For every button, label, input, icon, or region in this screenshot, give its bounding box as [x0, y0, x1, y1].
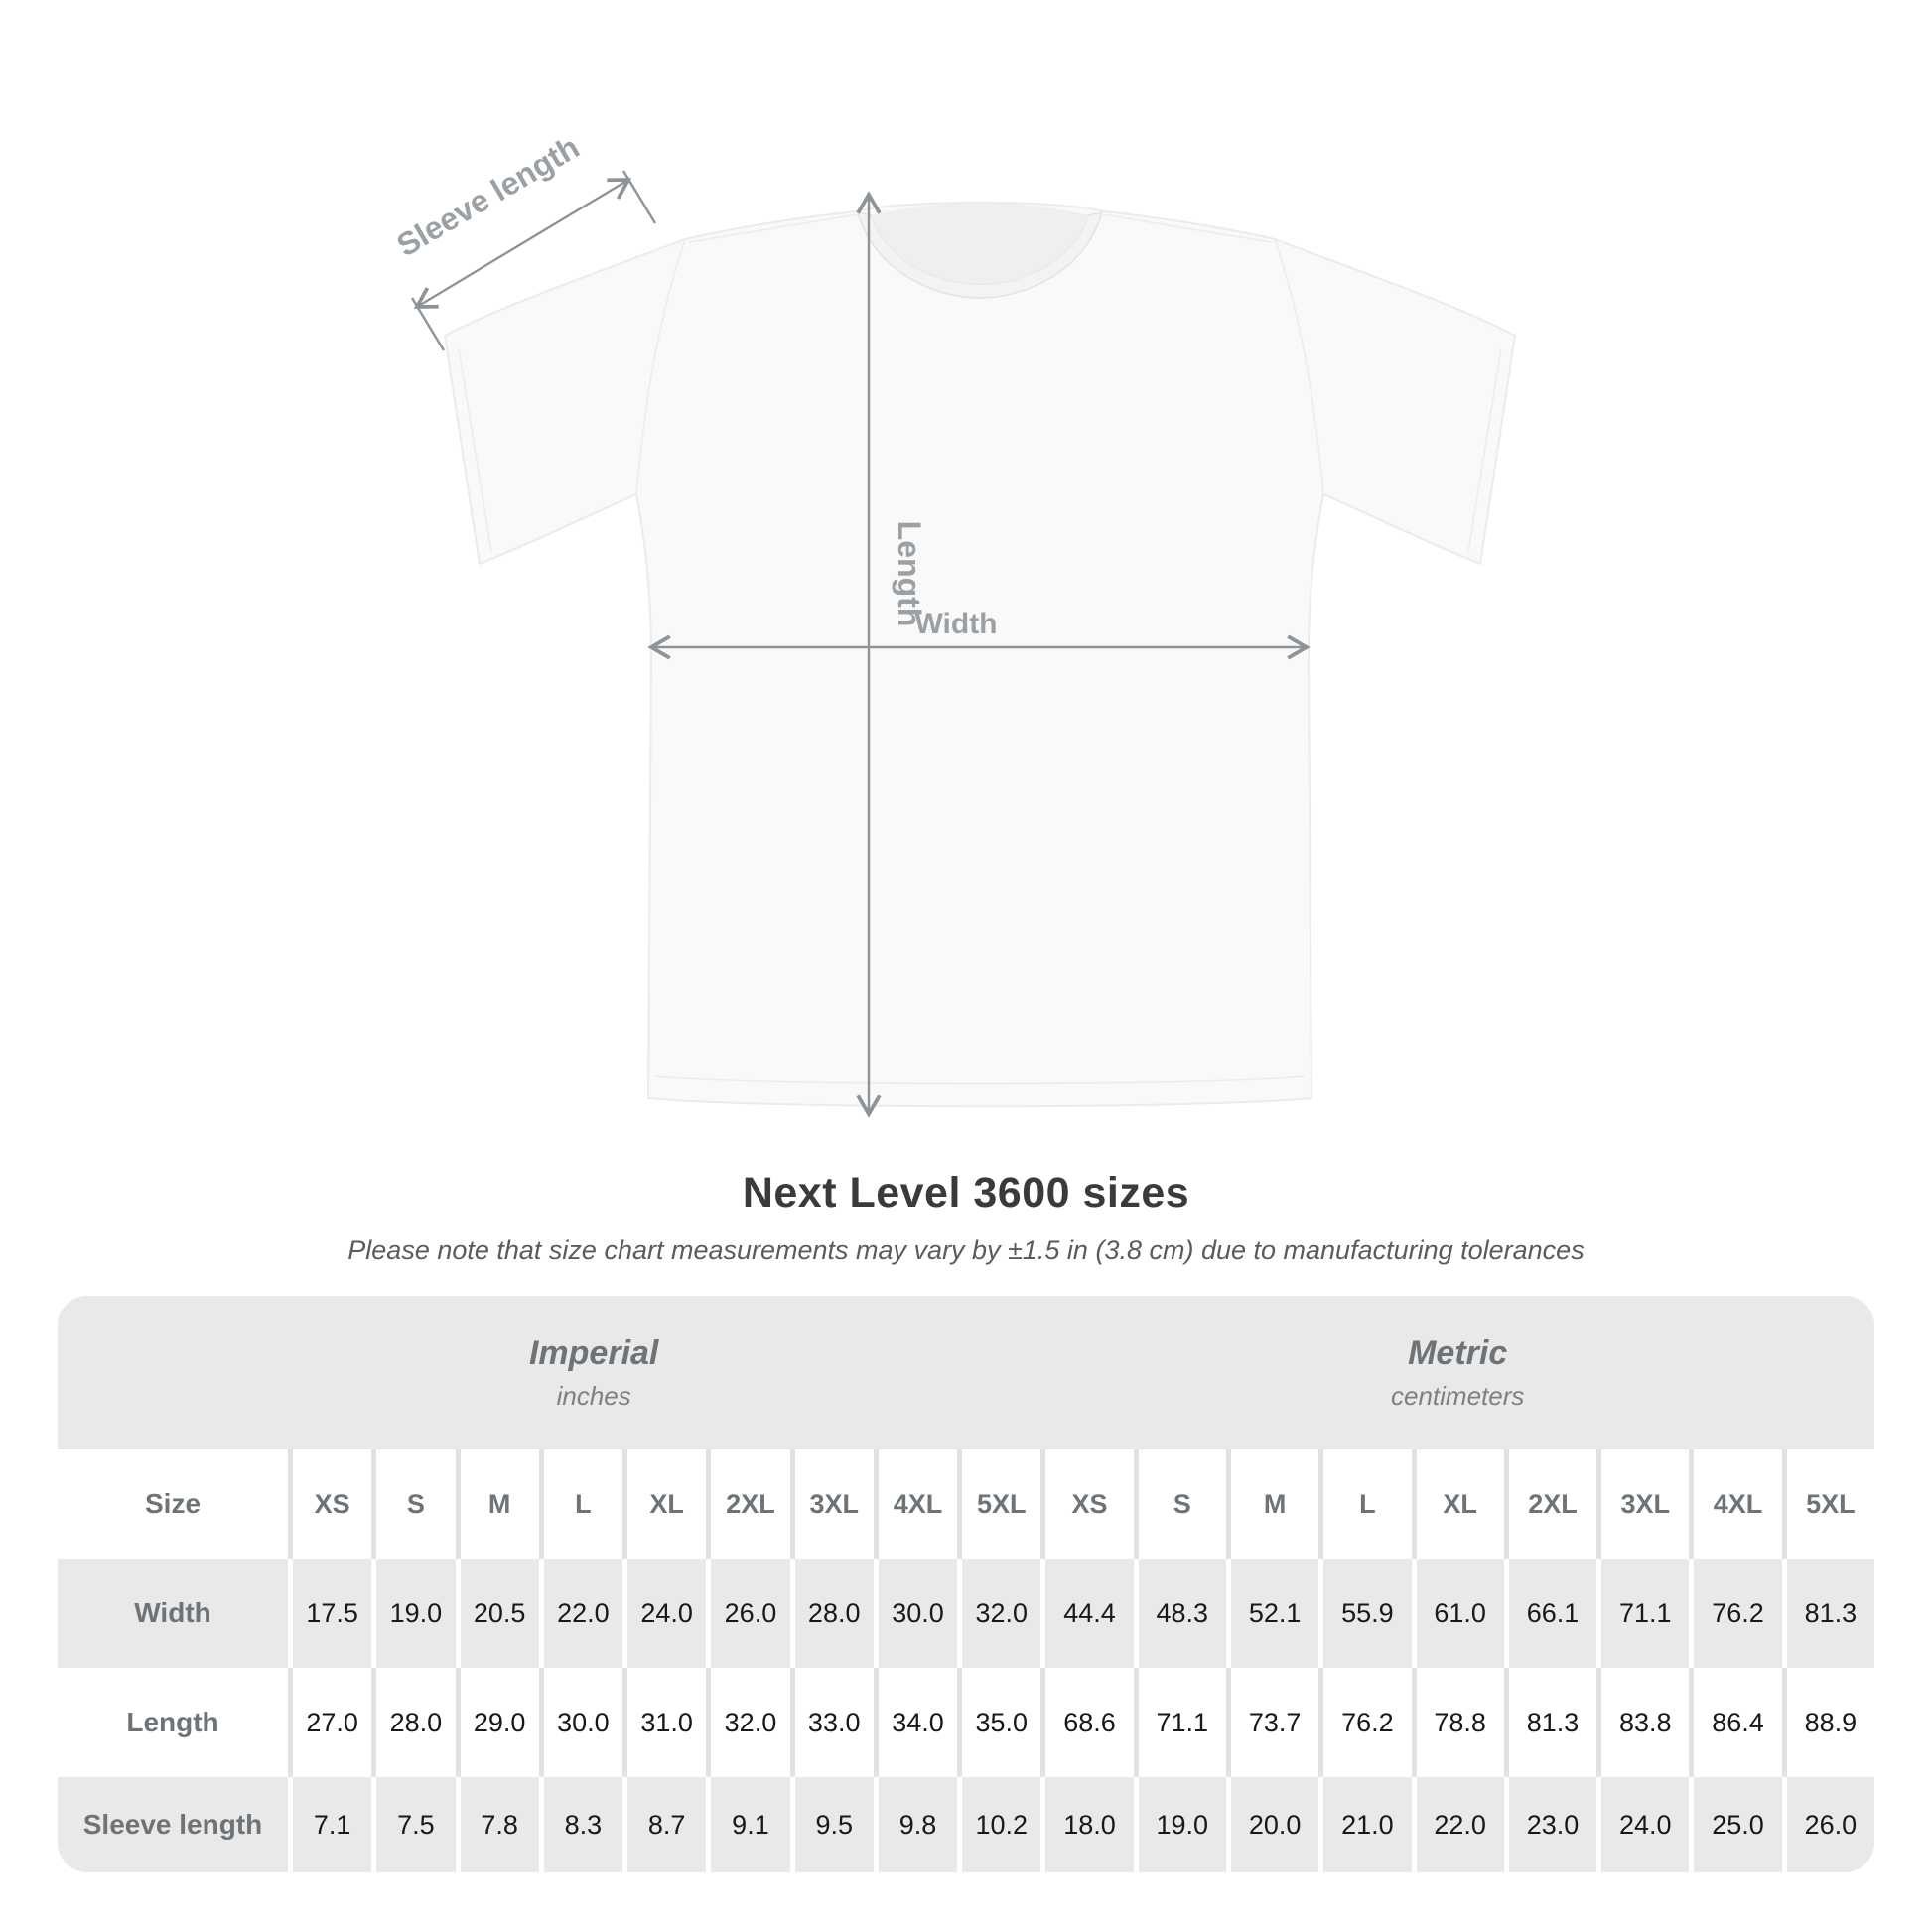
length-dimension-label: Length [892, 520, 927, 627]
tolerance-note: Please note that size chart measurements may vary by ±1.5 in (3.8 cm) due to manufacturing tolerances [347, 1235, 1585, 1265]
size-header-cell: M [456, 1449, 539, 1559]
value-cell: 28.0 [371, 1668, 455, 1777]
value-cell: 30.0 [874, 1559, 957, 1668]
value-cell: 81.3 [1504, 1668, 1596, 1777]
imperial-unit-label: inches [556, 1380, 631, 1411]
size-header-cell: S [1134, 1449, 1226, 1559]
value-cell: 8.3 [539, 1777, 622, 1872]
value-cell: 7.5 [371, 1777, 455, 1872]
size-header-cell: S [371, 1449, 455, 1559]
value-cell: 66.1 [1504, 1559, 1596, 1668]
value-cell: 10.2 [957, 1777, 1040, 1872]
size-header-cell: 5XL [1782, 1449, 1874, 1559]
value-cell: 68.6 [1040, 1668, 1133, 1777]
value-cell: 76.2 [1689, 1559, 1781, 1668]
length-row [58, 1668, 1874, 1777]
imperial-unit-header [58, 1296, 1040, 1449]
value-cell: 9.8 [874, 1777, 957, 1872]
size-column-header: Size [144, 1488, 202, 1519]
value-cell: 21.0 [1318, 1777, 1411, 1872]
value-cell: 22.0 [539, 1559, 622, 1668]
value-cell: 35.0 [957, 1668, 1040, 1777]
width-row [58, 1559, 1874, 1668]
size-header-cell: 4XL [1689, 1449, 1781, 1559]
unit-band [58, 1296, 1874, 1449]
value-cell: 86.4 [1689, 1668, 1781, 1777]
value-cell: 31.0 [622, 1668, 706, 1777]
size-header-cell: 4XL [874, 1449, 957, 1559]
value-cell: 71.1 [1134, 1668, 1226, 1777]
value-cell: 9.1 [706, 1777, 789, 1872]
value-cell: 52.1 [1226, 1559, 1318, 1668]
size-header-cell: M [1226, 1449, 1318, 1559]
value-cell: 22.0 [1412, 1777, 1504, 1872]
sleeve-arrow-tick-start [412, 298, 444, 350]
value-cell: 34.0 [874, 1668, 957, 1777]
value-cell: 73.7 [1226, 1668, 1318, 1777]
value-cell: 26.0 [1782, 1777, 1874, 1872]
size-header-cell: 5XL [957, 1449, 1040, 1559]
width-row-label: Width [134, 1597, 211, 1628]
tshirt-silhouette [445, 203, 1515, 1106]
sleeve-length-row-label: Sleeve length [82, 1809, 263, 1840]
size-header-cell: 3XL [1596, 1449, 1689, 1559]
metric-label: Metric [1408, 1333, 1508, 1372]
metric-unit-header [1040, 1296, 1874, 1449]
page-title: Next Level 3600 sizes [742, 1170, 1190, 1217]
metric-unit-label: centimeters [1390, 1380, 1525, 1411]
size-header-cell: XL [622, 1449, 706, 1559]
value-cell: 20.5 [456, 1559, 539, 1668]
value-cell: 19.0 [1134, 1777, 1226, 1872]
value-cell: 71.1 [1596, 1559, 1689, 1668]
sleeve-length-row [58, 1777, 1874, 1872]
value-cell: 19.0 [371, 1559, 455, 1668]
size-header-cell: XL [1412, 1449, 1504, 1559]
value-cell: 33.0 [790, 1668, 874, 1777]
sleeve-length-dimension-label: Sleeve length [390, 128, 586, 264]
value-cell: 20.0 [1226, 1777, 1318, 1872]
size-header-cell: XS [288, 1449, 371, 1559]
value-cell: 44.4 [1040, 1559, 1133, 1668]
value-cell: 24.0 [1596, 1777, 1689, 1872]
value-cell: 18.0 [1040, 1777, 1133, 1872]
value-cell: 27.0 [288, 1668, 371, 1777]
value-cell: 81.3 [1782, 1559, 1874, 1668]
value-cell: 48.3 [1134, 1559, 1226, 1668]
imperial-label: Imperial [528, 1333, 659, 1372]
value-cell: 29.0 [456, 1668, 539, 1777]
sleeve-arrow-tick-end [623, 171, 655, 223]
size-header-cell: XS [1040, 1449, 1133, 1559]
size-header-cell: 2XL [1504, 1449, 1596, 1559]
value-cell: 23.0 [1504, 1777, 1596, 1872]
size-header-cell: 3XL [790, 1449, 874, 1559]
size-table-panel [58, 1296, 1874, 1872]
value-cell: 7.1 [288, 1777, 371, 1872]
value-cell: 8.7 [622, 1777, 706, 1872]
value-cell: 17.5 [288, 1559, 371, 1668]
value-cell: 32.0 [957, 1559, 1040, 1668]
value-cell: 9.5 [790, 1777, 874, 1872]
value-cell: 7.8 [456, 1777, 539, 1872]
value-cell: 55.9 [1318, 1559, 1411, 1668]
size-header-row [58, 1449, 1874, 1559]
value-cell: 28.0 [790, 1559, 874, 1668]
value-cell: 32.0 [706, 1668, 789, 1777]
size-header-cell: 2XL [706, 1449, 789, 1559]
value-cell: 30.0 [539, 1668, 622, 1777]
value-cell: 78.8 [1412, 1668, 1504, 1777]
value-cell: 83.8 [1596, 1668, 1689, 1777]
size-header-cell: L [1318, 1449, 1411, 1559]
value-cell: 88.9 [1782, 1668, 1874, 1777]
size-header-cell: L [539, 1449, 622, 1559]
value-cell: 61.0 [1412, 1559, 1504, 1668]
width-dimension-label: Width [914, 608, 998, 640]
value-cell: 25.0 [1689, 1777, 1781, 1872]
length-row-label: Length [126, 1707, 219, 1737]
value-cell: 26.0 [706, 1559, 789, 1668]
value-cell: 24.0 [622, 1559, 706, 1668]
value-cell: 76.2 [1318, 1668, 1411, 1777]
